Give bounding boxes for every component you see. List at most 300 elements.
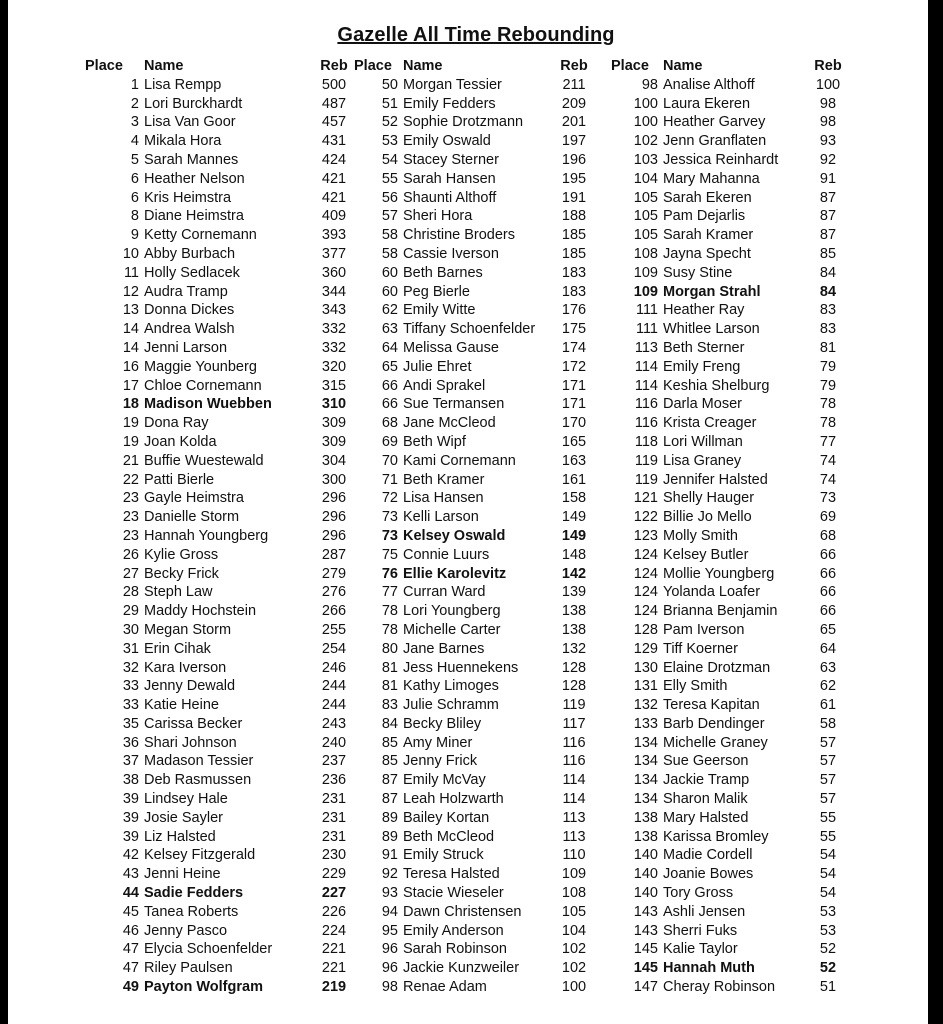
table-row bbox=[354, 320, 599, 339]
row-reb: 229 bbox=[321, 866, 347, 883]
row-name: Elycia Schoenfelder bbox=[144, 941, 273, 958]
row-place: 18 bbox=[122, 396, 139, 413]
table-row bbox=[611, 76, 858, 95]
row-name: Jackie Kunzweiler bbox=[403, 960, 520, 977]
row-reb: 57 bbox=[819, 753, 837, 770]
row-reb: 287 bbox=[321, 546, 347, 563]
table-row bbox=[85, 978, 364, 997]
table-row bbox=[354, 471, 599, 490]
table-row bbox=[354, 696, 599, 715]
row-reb: 84 bbox=[819, 264, 837, 281]
row-reb: 102 bbox=[561, 941, 587, 958]
row-place: 111 bbox=[635, 321, 658, 338]
header-reb: Reb bbox=[320, 58, 348, 74]
row-reb: 304 bbox=[321, 452, 347, 469]
row-name: Kathy Limoges bbox=[403, 678, 499, 695]
row-place: 45 bbox=[122, 903, 139, 920]
table-row bbox=[85, 640, 364, 659]
row-reb: 174 bbox=[561, 339, 587, 356]
row-name: Kris Heimstra bbox=[144, 189, 232, 206]
row-reb: 343 bbox=[321, 302, 347, 319]
row-reb: 128 bbox=[561, 659, 587, 676]
row-reb: 138 bbox=[561, 621, 587, 638]
row-place: 76 bbox=[381, 565, 398, 582]
row-reb: 332 bbox=[321, 339, 347, 356]
table-row bbox=[611, 151, 858, 170]
row-place: 114 bbox=[634, 358, 658, 375]
row-place: 96 bbox=[381, 941, 398, 958]
row-name: Renae Adam bbox=[403, 979, 487, 996]
row-reb: 116 bbox=[562, 753, 586, 770]
row-place: 119 bbox=[634, 452, 658, 469]
table-row bbox=[354, 583, 599, 602]
row-place: 5 bbox=[130, 151, 139, 168]
row-reb: 114 bbox=[562, 791, 586, 808]
row-reb: 68 bbox=[819, 527, 837, 544]
row-name: Kelli Larson bbox=[403, 509, 479, 526]
row-place: 23 bbox=[122, 490, 139, 507]
row-reb: 171 bbox=[561, 396, 587, 413]
row-place: 66 bbox=[381, 377, 398, 394]
table-row bbox=[354, 903, 599, 922]
table-row bbox=[611, 715, 858, 734]
row-reb: 57 bbox=[819, 734, 837, 751]
row-reb: 197 bbox=[561, 133, 587, 150]
row-place: 2 bbox=[130, 95, 139, 112]
row-name: Julie Schramm bbox=[403, 697, 499, 714]
row-place: 143 bbox=[633, 922, 658, 939]
row-place: 28 bbox=[122, 584, 139, 601]
table-row bbox=[611, 865, 858, 884]
row-place: 134 bbox=[633, 753, 658, 770]
row-reb: 117 bbox=[562, 715, 586, 732]
row-reb: 93 bbox=[819, 133, 837, 150]
row-reb: 211 bbox=[562, 76, 586, 93]
row-place: 38 bbox=[122, 772, 139, 789]
row-reb: 64 bbox=[819, 640, 837, 657]
table-row bbox=[85, 696, 364, 715]
table-row bbox=[354, 245, 599, 264]
table-row bbox=[354, 959, 599, 978]
table-row bbox=[85, 320, 364, 339]
row-place: 37 bbox=[122, 753, 139, 770]
row-reb: 77 bbox=[819, 433, 837, 450]
row-place: 96 bbox=[381, 960, 398, 977]
row-reb: 62 bbox=[819, 678, 837, 695]
table-row bbox=[354, 283, 599, 302]
table-row bbox=[85, 771, 364, 790]
row-reb: 139 bbox=[561, 584, 587, 601]
table-row bbox=[85, 677, 364, 696]
table-row bbox=[611, 132, 858, 151]
row-reb: 83 bbox=[819, 302, 837, 319]
row-reb: 149 bbox=[561, 509, 587, 526]
table-row bbox=[611, 377, 858, 396]
row-name: Diane Heimstra bbox=[144, 208, 244, 225]
row-name: Tanea Roberts bbox=[144, 903, 239, 920]
row-place: 100 bbox=[633, 95, 658, 112]
row-name: Jane McCleod bbox=[403, 415, 496, 432]
row-name: Deb Rasmussen bbox=[144, 772, 252, 789]
row-place: 87 bbox=[381, 772, 398, 789]
page-title: Gazelle All Time Rebounding bbox=[337, 24, 615, 46]
table-row bbox=[354, 771, 599, 790]
column-header bbox=[611, 57, 858, 76]
row-reb: 81 bbox=[819, 339, 837, 356]
table-row bbox=[354, 922, 599, 941]
row-name: Madason Tessier bbox=[144, 753, 254, 770]
row-reb: 113 bbox=[562, 828, 586, 845]
row-name: Donna Dickes bbox=[144, 302, 235, 319]
row-name: Jess Huennekens bbox=[403, 659, 519, 676]
table-row bbox=[85, 226, 364, 245]
row-reb: 227 bbox=[321, 885, 347, 902]
table-row bbox=[611, 922, 858, 941]
row-place: 22 bbox=[122, 471, 139, 488]
row-name: Beth Kramer bbox=[403, 471, 485, 488]
table-row bbox=[85, 659, 364, 678]
table-row bbox=[611, 245, 858, 264]
row-place: 49 bbox=[122, 979, 139, 996]
table-row bbox=[611, 358, 858, 377]
row-name: Bailey Kortan bbox=[403, 809, 490, 826]
row-name: Elaine Drotzman bbox=[663, 659, 771, 676]
row-reb: 52 bbox=[819, 960, 837, 977]
row-reb: 100 bbox=[561, 979, 587, 996]
table-row bbox=[354, 715, 599, 734]
table-row bbox=[85, 207, 364, 226]
row-place: 77 bbox=[381, 584, 398, 601]
row-place: 21 bbox=[122, 452, 139, 469]
row-place: 93 bbox=[381, 885, 398, 902]
table-row bbox=[611, 452, 858, 471]
table-row bbox=[85, 76, 364, 95]
row-reb: 409 bbox=[321, 208, 347, 225]
row-name: Jayna Specht bbox=[663, 245, 751, 262]
row-name: Carissa Becker bbox=[144, 715, 243, 732]
row-reb: 92 bbox=[819, 151, 837, 168]
row-name: Jane Barnes bbox=[403, 640, 485, 657]
table-row bbox=[611, 696, 858, 715]
row-place: 78 bbox=[381, 621, 398, 638]
row-place: 84 bbox=[381, 715, 398, 732]
table-row bbox=[611, 771, 858, 790]
row-name: Madison Wuebben bbox=[144, 396, 272, 413]
row-reb: 246 bbox=[321, 659, 347, 676]
row-reb: 158 bbox=[561, 490, 587, 507]
table-row bbox=[85, 395, 364, 414]
table-row bbox=[354, 339, 599, 358]
row-name: Kelsey Butler bbox=[663, 546, 749, 563]
row-reb: 255 bbox=[321, 621, 347, 638]
row-name: Beth Wipf bbox=[403, 433, 466, 450]
row-name: Susy Stine bbox=[663, 264, 733, 281]
table-row bbox=[611, 471, 858, 490]
row-reb: 102 bbox=[561, 960, 587, 977]
table-row bbox=[611, 978, 858, 997]
row-name: Shaunti Althoff bbox=[403, 189, 497, 206]
table-row bbox=[611, 320, 858, 339]
table-row bbox=[611, 903, 858, 922]
row-name: Keshia Shelburg bbox=[663, 377, 770, 394]
row-place: 105 bbox=[633, 189, 658, 206]
row-name: Teresa Halsted bbox=[403, 866, 500, 883]
table-row bbox=[354, 752, 599, 771]
row-place: 104 bbox=[633, 170, 658, 187]
row-reb: 344 bbox=[321, 283, 347, 300]
row-name: Sarah Robinson bbox=[403, 941, 507, 958]
table-row bbox=[354, 489, 599, 508]
row-name: Tiffany Schoenfelder bbox=[403, 321, 536, 338]
row-place: 121 bbox=[633, 490, 658, 507]
table-row bbox=[611, 884, 858, 903]
row-reb: 266 bbox=[321, 603, 347, 620]
row-place: 75 bbox=[381, 546, 398, 563]
row-reb: 360 bbox=[321, 264, 347, 281]
table-row bbox=[354, 377, 599, 396]
table-row bbox=[354, 621, 599, 640]
row-place: 113 bbox=[634, 339, 658, 356]
row-name: Emily Struck bbox=[403, 847, 484, 864]
row-place: 27 bbox=[122, 565, 139, 582]
row-name: Beth Sterner bbox=[663, 339, 745, 356]
row-name: Lori Willman bbox=[663, 433, 743, 450]
row-reb: 185 bbox=[561, 245, 587, 262]
table-row bbox=[354, 207, 599, 226]
row-name: Jackie Tramp bbox=[663, 772, 750, 789]
row-reb: 148 bbox=[561, 546, 587, 563]
table-row bbox=[354, 546, 599, 565]
table-row bbox=[85, 358, 364, 377]
row-place: 92 bbox=[381, 866, 398, 883]
row-place: 13 bbox=[122, 302, 139, 319]
column-2 bbox=[354, 57, 599, 997]
row-name: Stacey Sterner bbox=[403, 151, 499, 168]
table-row bbox=[85, 264, 364, 283]
table-row bbox=[611, 565, 858, 584]
row-name: Tory Gross bbox=[663, 885, 734, 902]
row-place: 65 bbox=[381, 358, 398, 375]
row-reb: 161 bbox=[561, 471, 587, 488]
row-name: Chloe Cornemann bbox=[144, 377, 262, 394]
row-place: 55 bbox=[381, 170, 398, 187]
row-place: 89 bbox=[381, 809, 398, 826]
row-name: Emily Witte bbox=[403, 302, 476, 319]
table-row bbox=[85, 433, 364, 452]
row-place: 114 bbox=[634, 377, 658, 394]
row-reb: 116 bbox=[562, 734, 586, 751]
row-name: Mollie Youngberg bbox=[663, 565, 775, 582]
row-reb: 91 bbox=[819, 170, 837, 187]
table-row bbox=[354, 527, 599, 546]
table-row bbox=[354, 940, 599, 959]
table-row bbox=[611, 546, 858, 565]
row-reb: 393 bbox=[321, 227, 347, 244]
row-reb: 165 bbox=[561, 433, 587, 450]
row-place: 140 bbox=[633, 885, 658, 902]
row-name: Whitlee Larson bbox=[663, 321, 760, 338]
row-reb: 87 bbox=[819, 189, 837, 206]
row-place: 33 bbox=[122, 678, 139, 695]
table-row bbox=[611, 189, 858, 208]
table-row bbox=[611, 846, 858, 865]
row-name: Jessica Reinhardt bbox=[663, 151, 779, 168]
row-place: 143 bbox=[633, 903, 658, 920]
table-row bbox=[611, 489, 858, 508]
table-row bbox=[611, 414, 858, 433]
table-row bbox=[354, 433, 599, 452]
row-name: Kelsey Fitzgerald bbox=[144, 847, 256, 864]
row-place: 70 bbox=[381, 452, 398, 469]
row-reb: 176 bbox=[561, 302, 587, 319]
table-row bbox=[85, 922, 364, 941]
table-row bbox=[354, 565, 599, 584]
table-row bbox=[611, 659, 858, 678]
row-place: 30 bbox=[122, 621, 139, 638]
row-place: 54 bbox=[381, 151, 398, 168]
row-name: Audra Tramp bbox=[144, 283, 228, 300]
row-place: 124 bbox=[633, 565, 658, 582]
table-row bbox=[611, 734, 858, 753]
row-place: 39 bbox=[122, 809, 139, 826]
row-place: 140 bbox=[633, 847, 658, 864]
row-name: Kalie Taylor bbox=[663, 941, 738, 958]
table-row bbox=[611, 264, 858, 283]
row-place: 4 bbox=[130, 133, 139, 150]
row-place: 89 bbox=[381, 828, 398, 845]
table-row bbox=[354, 189, 599, 208]
row-name: Sadie Fedders bbox=[144, 885, 244, 902]
table-row bbox=[354, 790, 599, 809]
row-reb: 296 bbox=[321, 527, 347, 544]
row-name: Dawn Christensen bbox=[403, 903, 522, 920]
row-place: 47 bbox=[122, 960, 139, 977]
row-reb: 332 bbox=[321, 321, 347, 338]
row-place: 60 bbox=[381, 264, 398, 281]
row-name: Lori Burckhardt bbox=[144, 95, 243, 112]
row-name: Sherri Fuks bbox=[663, 922, 738, 939]
row-name: Jenn Granflaten bbox=[663, 133, 767, 150]
row-name: Payton Wolfgram bbox=[144, 979, 263, 996]
table-row bbox=[85, 471, 364, 490]
row-name: Maddy Hochstein bbox=[144, 603, 257, 620]
row-name: Michelle Graney bbox=[663, 734, 768, 751]
row-name: Kara Iverson bbox=[144, 659, 227, 676]
row-place: 128 bbox=[633, 621, 658, 638]
row-name: Morgan Tessier bbox=[403, 76, 502, 93]
table-row bbox=[85, 170, 364, 189]
row-reb: 108 bbox=[561, 885, 587, 902]
row-place: 35 bbox=[122, 715, 139, 732]
table-row bbox=[611, 170, 858, 189]
table-row bbox=[354, 76, 599, 95]
table-row bbox=[85, 452, 364, 471]
row-name: Sharon Malik bbox=[663, 791, 748, 808]
row-place: 81 bbox=[381, 678, 398, 695]
row-reb: 421 bbox=[321, 189, 347, 206]
table-row bbox=[354, 865, 599, 884]
row-place: 23 bbox=[122, 527, 139, 544]
row-place: 50 bbox=[381, 76, 398, 93]
row-place: 123 bbox=[633, 527, 658, 544]
row-name: Ashli Jensen bbox=[663, 903, 746, 920]
row-reb: 132 bbox=[561, 640, 587, 657]
row-place: 72 bbox=[381, 490, 398, 507]
table-row bbox=[354, 95, 599, 114]
row-name: Yolanda Loafer bbox=[663, 584, 761, 601]
row-reb: 57 bbox=[819, 791, 837, 808]
row-reb: 66 bbox=[819, 565, 837, 582]
row-reb: 457 bbox=[321, 114, 347, 131]
row-name: Katie Heine bbox=[144, 697, 219, 714]
row-place: 6 bbox=[130, 189, 139, 206]
row-name: Cheray Robinson bbox=[663, 979, 776, 996]
table-row bbox=[354, 846, 599, 865]
row-place: 11 bbox=[123, 264, 139, 281]
row-place: 124 bbox=[633, 603, 658, 620]
row-reb: 55 bbox=[819, 828, 837, 845]
row-reb: 279 bbox=[321, 565, 347, 582]
row-place: 102 bbox=[633, 133, 658, 150]
row-place: 103 bbox=[633, 151, 658, 168]
table-row bbox=[85, 151, 364, 170]
row-name: Darla Moser bbox=[663, 396, 742, 413]
row-reb: 54 bbox=[819, 847, 837, 864]
row-place: 63 bbox=[381, 321, 398, 338]
table-row bbox=[611, 583, 858, 602]
table-row bbox=[85, 489, 364, 508]
row-name: Mikala Hora bbox=[144, 133, 222, 150]
row-place: 116 bbox=[634, 415, 658, 432]
row-place: 51 bbox=[381, 95, 398, 112]
table-row bbox=[85, 95, 364, 114]
row-name: Jenny Dewald bbox=[144, 678, 236, 695]
row-name: Leah Holzwarth bbox=[403, 791, 504, 808]
row-reb: 196 bbox=[561, 151, 587, 168]
table-row bbox=[611, 790, 858, 809]
table-row bbox=[354, 884, 599, 903]
row-place: 134 bbox=[633, 791, 658, 808]
row-place: 53 bbox=[381, 133, 398, 150]
row-reb: 98 bbox=[819, 95, 837, 112]
row-name: Cassie Iverson bbox=[403, 245, 499, 262]
row-place: 98 bbox=[381, 979, 398, 996]
row-reb: 100 bbox=[815, 76, 841, 93]
row-name: Krista Creager bbox=[663, 415, 757, 432]
row-place: 78 bbox=[381, 603, 398, 620]
row-reb: 105 bbox=[561, 903, 587, 920]
row-reb: 309 bbox=[321, 433, 347, 450]
row-reb: 87 bbox=[819, 208, 837, 225]
table-row bbox=[354, 113, 599, 132]
row-place: 39 bbox=[122, 828, 139, 845]
table-row bbox=[611, 677, 858, 696]
row-place: 124 bbox=[633, 584, 658, 601]
row-place: 26 bbox=[122, 546, 139, 563]
row-reb: 138 bbox=[561, 603, 587, 620]
row-reb: 224 bbox=[321, 922, 347, 939]
table-row bbox=[85, 508, 364, 527]
column-1 bbox=[85, 57, 364, 997]
table-row bbox=[85, 414, 364, 433]
row-reb: 113 bbox=[562, 809, 586, 826]
table-row bbox=[611, 621, 858, 640]
row-place: 111 bbox=[635, 302, 658, 319]
table-row bbox=[611, 828, 858, 847]
row-reb: 209 bbox=[561, 95, 587, 112]
row-place: 62 bbox=[381, 302, 398, 319]
table-row bbox=[85, 940, 364, 959]
